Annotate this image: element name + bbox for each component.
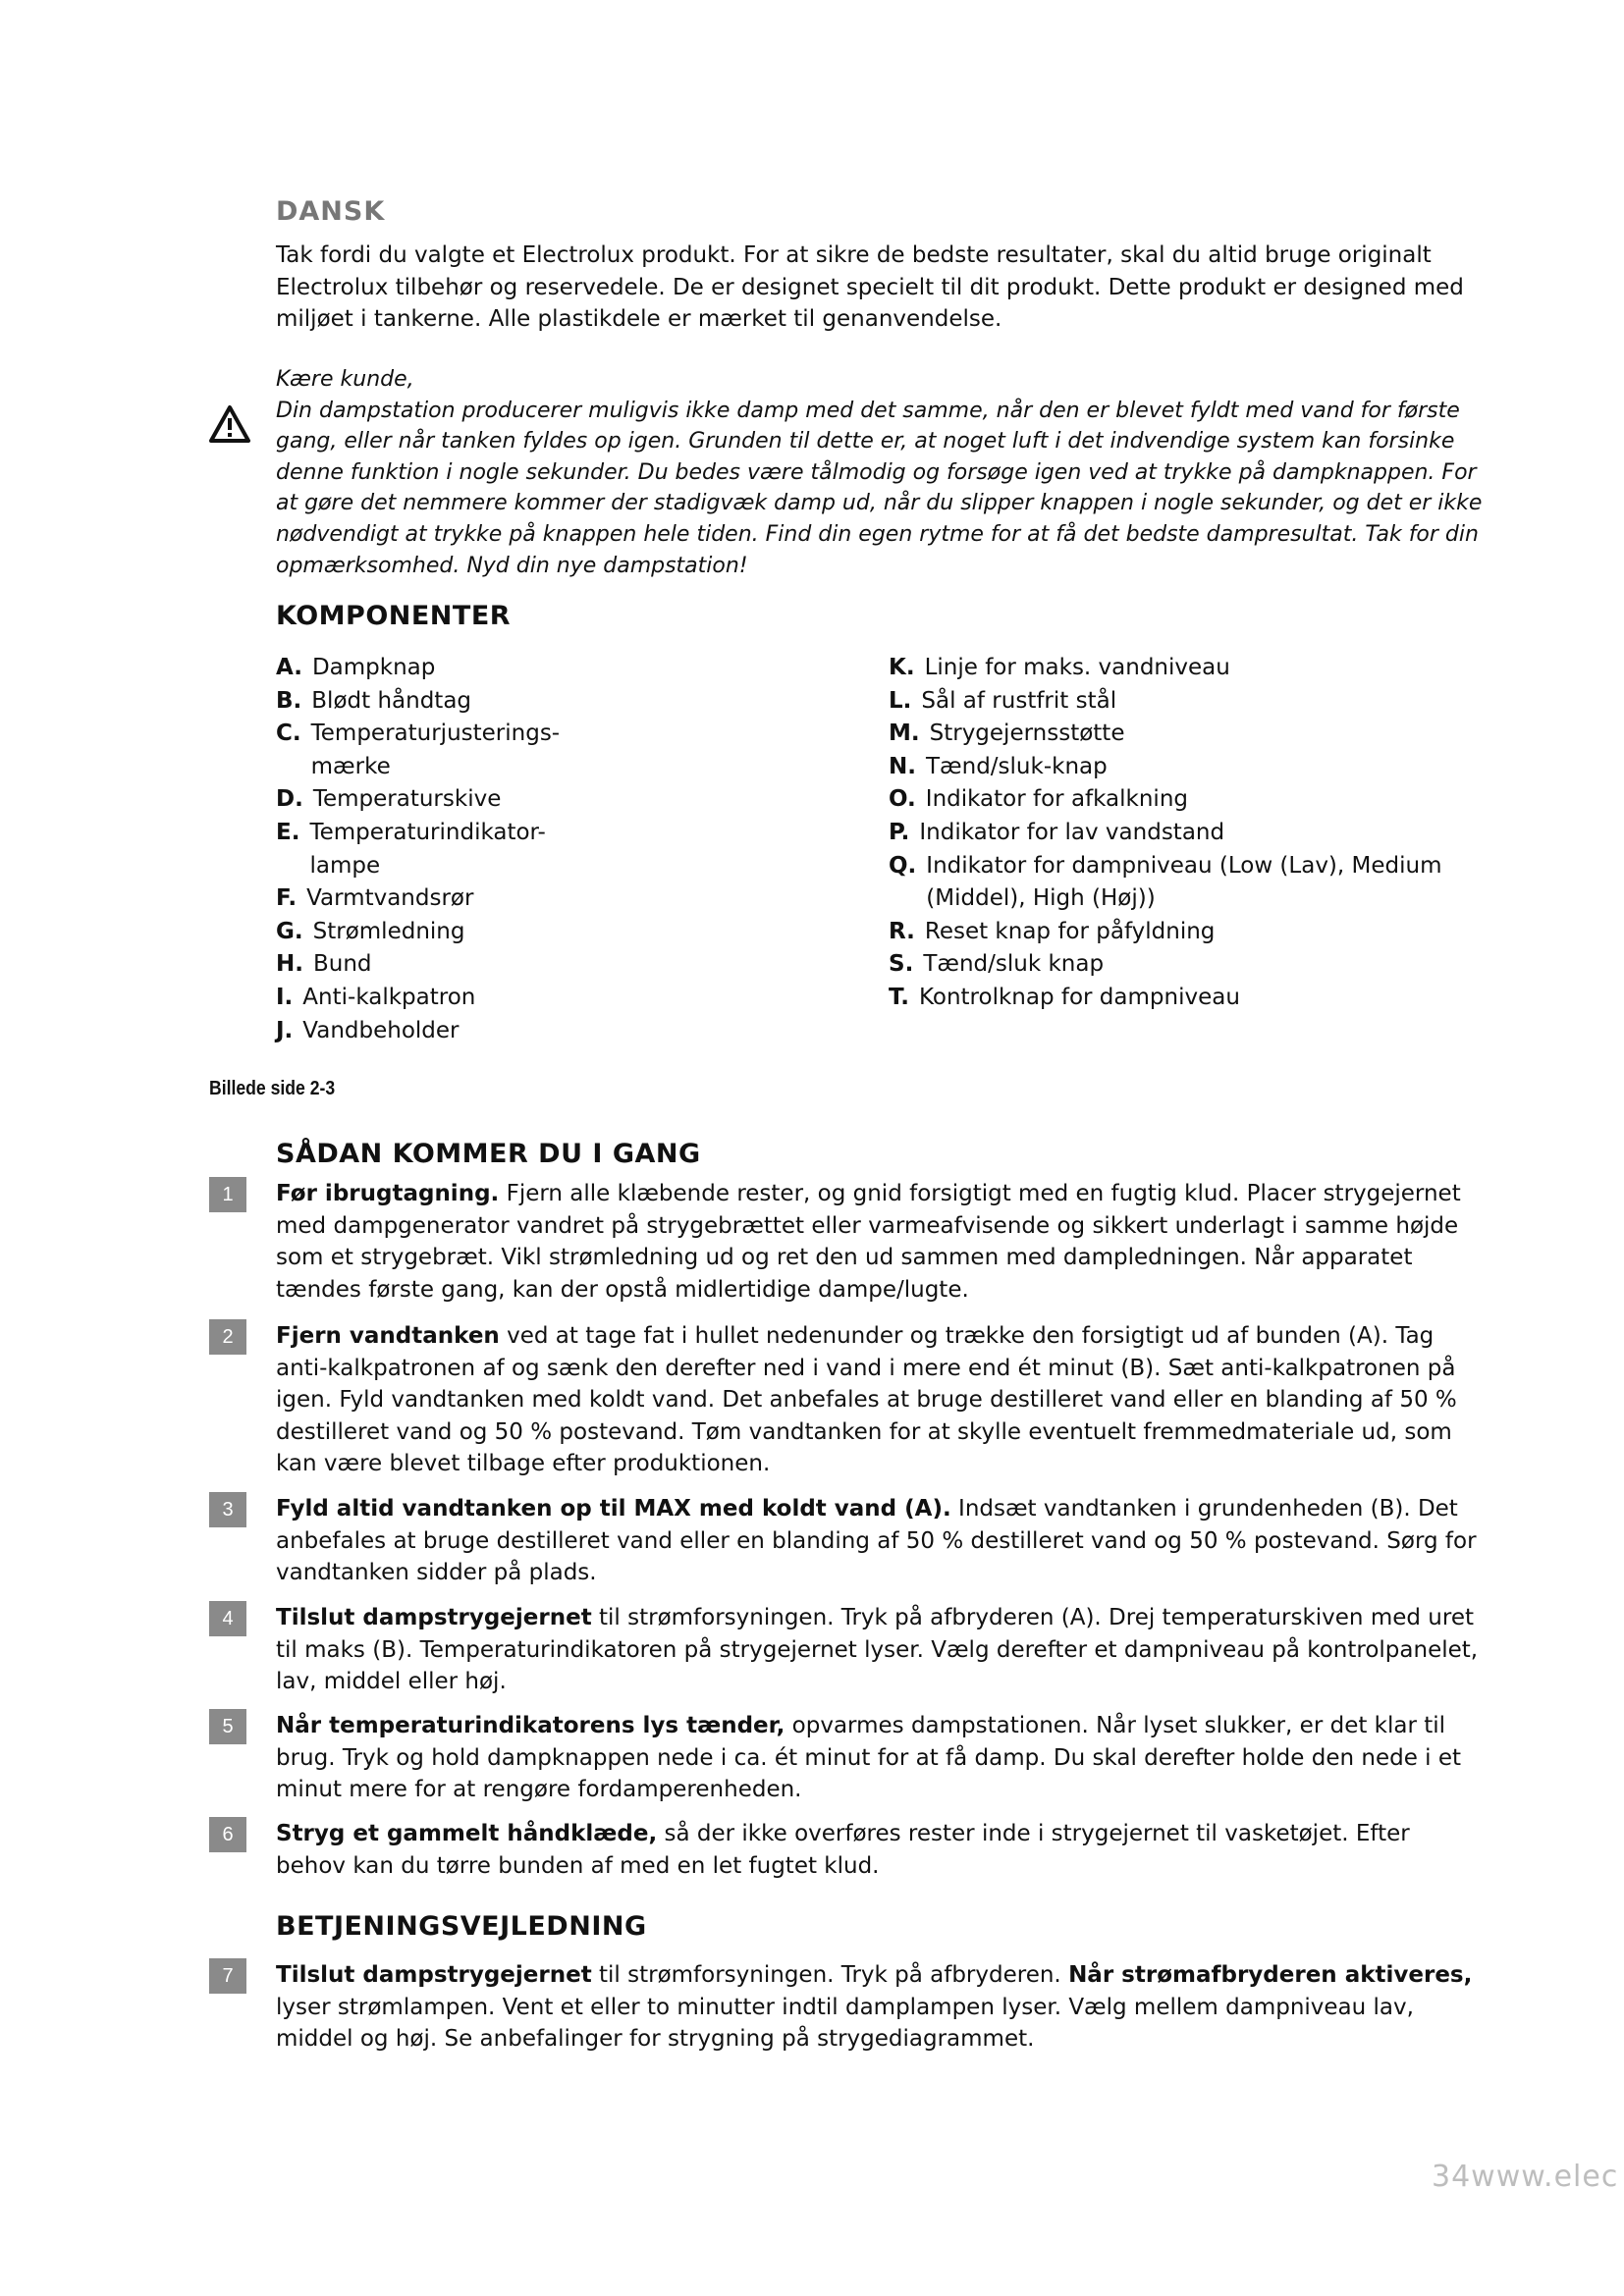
step-bold-lead: Tilslut dampstrygejernet: [276, 1962, 592, 1988]
language-heading: DANSK: [276, 196, 386, 227]
component-label: Indikator for afkalkning: [925, 786, 1189, 813]
step-number-badge: 7: [209, 1958, 246, 1994]
warning-triangle-icon: [208, 404, 251, 444]
step-body: til strømforsyningen. Tryk på afbryderen (A). Drej temperaturskiven med uret til maks (B). Temperaturindikatoren på strygejernet lyser. Vælg derefter et dampniveau på kontrolpanelet, lav, middel eller høj.: [276, 1605, 1479, 1694]
list-item: [889, 982, 1517, 1015]
step-body: til strømforsyningen. Tryk på afbryderen.: [591, 1962, 1069, 1988]
component-letter: L.: [889, 687, 912, 714]
step-1-text: [276, 1178, 1484, 1306]
step-bold-lead: Stryg et gammelt håndklæde,: [276, 1821, 658, 1846]
component-label: Vandbeholder: [302, 1017, 460, 1043]
component-letter: D.: [276, 786, 303, 813]
component-label: Blødt håndtag: [311, 687, 472, 714]
list-item: [276, 916, 826, 949]
list-item: [276, 652, 826, 685]
component-letter: K.: [889, 655, 915, 680]
customer-notice: [276, 364, 1484, 581]
component-label: Tænd/sluk knap: [923, 951, 1105, 978]
component-letter: T.: [889, 984, 909, 1010]
component-letter: G.: [276, 918, 303, 944]
component-label: Varmtvandsrør: [306, 885, 474, 912]
component-letter: M.: [889, 721, 920, 747]
intro-paragraph: Tak fordi du valgte et Electrolux produkt. For at sikre de bedste resultater, skal du altid bruge originalt Electrolux tilbehør og reservedele. De er designet specielt til dit produkt. Dette produkt er designed med miljøet i tankerne. Alle plastikdele er mærket til genanvendelse.: [276, 242, 1464, 332]
step-number-badge: 4: [209, 1601, 246, 1636]
getting-started-heading: SÅDAN KOMMER DU I GANG: [276, 1139, 701, 1169]
step-7-text: [276, 1959, 1484, 2056]
step-body: så der ikke overføres rester inde i strygejernet til vasketøjet. Efter behov kan du tørre bunden af med en let fugtet klud.: [276, 1821, 1410, 1879]
step-number-badge: 2: [209, 1319, 246, 1355]
step-bold-lead: Tilslut dampstrygejernet: [276, 1605, 592, 1630]
component-label: Kontrolknap for dampniveau: [918, 984, 1240, 1010]
notice-greeting: Kære kunde,: [276, 367, 414, 392]
component-letter: A.: [276, 655, 302, 680]
list-item: [889, 783, 1517, 817]
component-letter: J.: [276, 1017, 294, 1043]
component-letter: R.: [889, 918, 915, 944]
component-label: Strygejernsstøtte: [929, 721, 1125, 747]
list-item: [276, 1015, 826, 1048]
component-label: Reset knap for påfyldning: [924, 918, 1216, 944]
component-letter: Q.: [889, 852, 917, 879]
component-label: Temperaturskive: [312, 786, 502, 813]
list-item: [276, 685, 826, 719]
component-label: Tænd/sluk-knap: [926, 753, 1108, 779]
components-list-right: [889, 652, 1517, 1015]
step-number-badge: 1: [209, 1177, 246, 1212]
step-bold-lead: Fyld altid vandtanken op til MAX med koldt vand (A).: [276, 1496, 951, 1522]
figure-reference: Billede side 2-3: [209, 1078, 336, 1099]
component-letter: N.: [889, 753, 916, 779]
list-item: [889, 850, 1517, 916]
component-letter: E.: [276, 819, 300, 845]
step-body: ved at tage fat i hullet nedenunder og trække den forsigtigt ud af bunden (A). Tag anti-kalkpatronen af og sænk den derefter ned i vand i mere end ét minut (B). Sæt anti-kalkpatronen på igen. Fyld vandtanken med koldt vand. Det anbefales at bruge destilleret vand eller en blanding af 50 % destilleret vand og 50 % postevand. Tøm vandtanken for at skylle eventuelt fremmedmateriale ud, som kan være blevet tilbage efter produktionen.: [276, 1323, 1457, 1476]
list-item: [889, 817, 1517, 850]
list-item: [276, 817, 826, 882]
step-bold-lead: Når temperaturindikatorens lys tænder,: [276, 1713, 785, 1738]
step-4-text: [276, 1602, 1484, 1698]
component-label: Linje for maks. vandniveau: [924, 655, 1230, 680]
component-label: Bund: [313, 951, 372, 978]
component-label: Dampknap: [311, 655, 436, 680]
step-body: lyser strømlampen. Vent et eller to minutter indtil damplampen lyser. Vælg mellem dampniveau lav, middel og høj. Se anbefalinger for strygning på strygediagrammet.: [276, 1994, 1414, 2052]
component-label: Anti-kalkpatron: [302, 984, 476, 1010]
component-label: Sål af rustfrit stål: [921, 687, 1117, 714]
step-body: Fjern alle klæbende rester, og gnid forsigtigt med en fugtig klud. Placer strygejernet med dampgenerator vandret på strygebrættet eller varmeafvisende og sikkert underlagt i samme højde som et strygebræt. Vikl strømledning ud og ret den ud sammen med dampledningen. Når apparatet tændes første gang, kan der opstå midlertidige dampe/lugte.: [276, 1181, 1461, 1303]
step-bold-lead: Fjern vandtanken: [276, 1323, 500, 1349]
component-letter: F.: [276, 885, 298, 912]
notice-body: Din dampstation producerer muligvis ikke damp med det samme, når den er blevet fyldt med vand for første gang, eller når tanken fyldes op igen. Grunden til dette er, at noget luft i det indvendige system kan forsinke denne funktion i nogle sekunder. Du bedes være tålmodig og forsøge igen ved at trykke på dampknappen. For at gøre det nemmere kommer der stadigvæk damp ud, når du slipper knappen i nogle sekunder, og det er ikke nødvendigt at trykke på knappen hele tiden. Find din egen rytme for at få det bedste dampresultat. Tak for din opmærksomhed. Nyd din nye dampstation!: [276, 398, 1483, 578]
step-body: Indsæt vandtanken i grundenheden (B). Det anbefales at bruge destilleret vand eller en blanding af 50 % destilleret vand og 50 % postevand. Sørg for vandtanken sidder på plads.: [276, 1496, 1477, 1585]
step-3-text: [276, 1493, 1484, 1589]
step-5-text: [276, 1710, 1484, 1806]
list-item: [889, 685, 1517, 719]
watermark: 34www.elec: [1432, 2160, 1619, 2194]
step-number-badge: 3: [209, 1492, 246, 1527]
component-letter: B.: [276, 687, 302, 714]
step-bold-lead: Før ibrugtagning.: [276, 1181, 500, 1206]
list-item: [889, 718, 1517, 751]
list-item: [276, 783, 826, 817]
component-letter: P.: [889, 819, 910, 845]
list-item: [276, 718, 826, 783]
component-letter: S.: [889, 951, 914, 978]
component-label: Temperaturjusterings-mærke: [310, 721, 561, 779]
list-item: [276, 882, 826, 916]
step-body: opvarmes dampstationen. Når lyset slukker, er det klar til brug. Tryk og hold dampknappen nede i ca. ét minut for at få damp. Du skal derefter holde den nede i et minut mere for at rengøre fordamperenheden.: [276, 1713, 1462, 1802]
components-list-left: [276, 652, 826, 1047]
component-label: Temperaturindikator-lampe: [309, 819, 546, 879]
list-item: [889, 751, 1517, 784]
component-label: Strømledning: [312, 918, 465, 944]
component-letter: O.: [889, 786, 916, 813]
step-2-text: [276, 1320, 1484, 1480]
step-number-badge: 5: [209, 1709, 246, 1744]
component-letter: C.: [276, 721, 301, 747]
component-letter: I.: [276, 984, 294, 1010]
component-label: Indikator for dampniveau (Low (Lav), Medium (Middel), High (Høj)): [926, 852, 1442, 912]
list-item: [889, 916, 1517, 949]
list-item: [889, 948, 1517, 982]
list-item: [889, 652, 1517, 685]
list-item: [276, 948, 826, 982]
operating-heading: BETJENINGSVEJLEDNING: [276, 1911, 647, 1942]
component-label: Indikator for lav vandstand: [919, 819, 1225, 845]
components-heading: KOMPONENTER: [276, 601, 512, 631]
step-bold-inline: Når strømafbryderen aktiveres,: [1068, 1962, 1473, 1988]
list-item: [276, 982, 826, 1015]
step-number-badge: 6: [209, 1817, 246, 1852]
step-6-text: [276, 1818, 1484, 1882]
component-letter: H.: [276, 951, 303, 978]
